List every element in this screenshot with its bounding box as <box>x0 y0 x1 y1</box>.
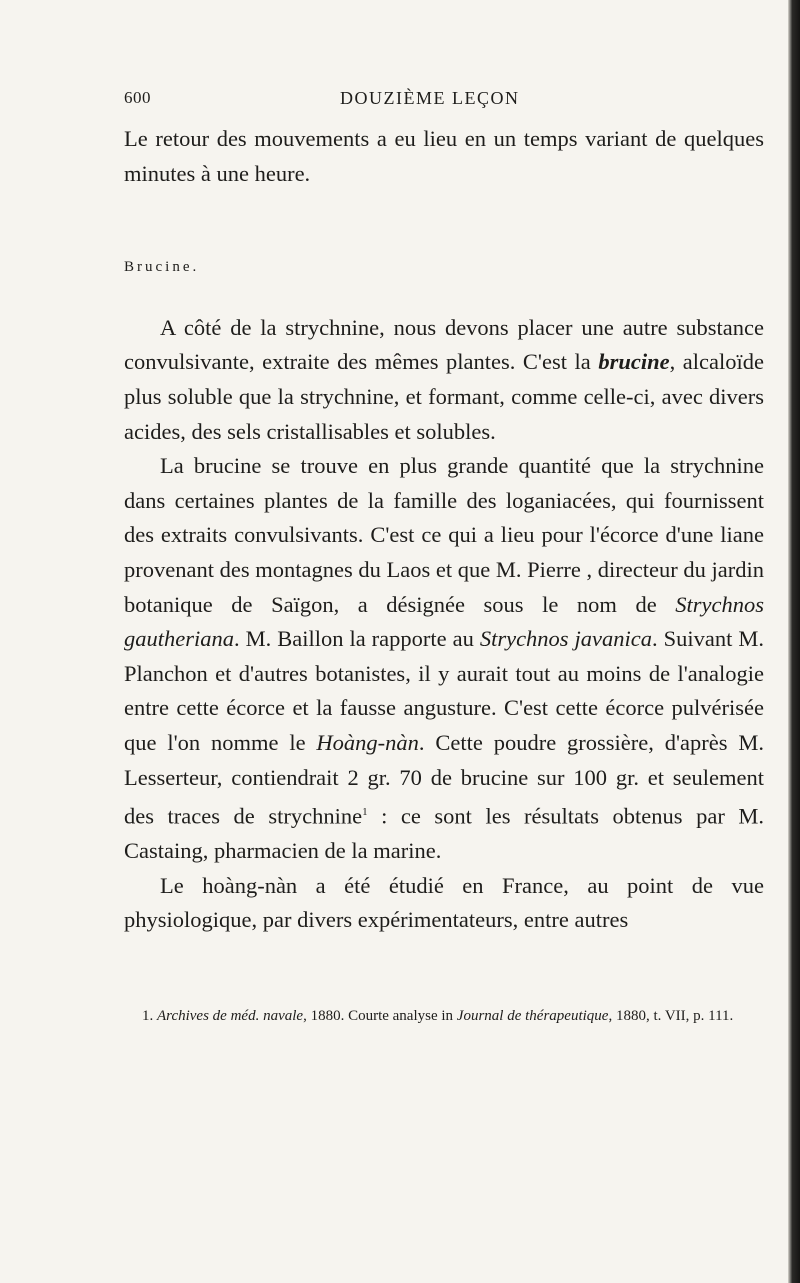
section-heading: Brucine. <box>124 259 200 276</box>
paragraph-3-text-c: . Suivant M. Planchon et d'autres botanistes, il y aurait tout au moins de l'analogie entre cette écorce et la fausse angusture. C'est cette écorce pulvérisée que l'on nomme le <box>124 626 764 755</box>
paragraph-3-text-d: . Cette poudre grossière, d'après M. Lesserteur, contiendrait 2 gr. 70 de brucine sur 100 gr. et seulement des traces de strychnine <box>124 729 764 829</box>
paragraph-2 <box>124 311 764 449</box>
footnote-text-1: , 1880. Courte analyse in <box>303 1008 457 1024</box>
paragraph-3-text-e: : ce sont les résultats obtenus par M. Castaing, pharmacien de la marine. <box>124 803 764 864</box>
term-hoang-nan: Hoàng-nàn <box>316 729 419 755</box>
paragraph-3-text-a: La brucine se trouve en plus grande quantité que la strychnine dans certaines plantes de la famille des loganiacées, qui fournissent des extraits convulsivants. C'est ce qui a lieu pour l'écorce d'une liane provenant des montagnes du Laos et que M. Pierre , directeur du jardin botanique de Saïgon, a désignée sous le nom de <box>124 453 764 617</box>
paragraph-3-text-b: . M. Baillon la rapporte au <box>234 626 480 652</box>
species-name-javanica: Strychnos javanica <box>479 626 653 652</box>
paragraph-1: Le retour des mouvements a eu lieu en un temps variant de quelques minutes à une heure. <box>124 126 764 186</box>
paragraph-3 <box>124 449 764 869</box>
paragraph-2-text-b: , alcaloïde plus soluble que la strychnine, et formant, comme celle-ci, avec divers acides, des sels cristallisables et solubles. <box>124 349 764 444</box>
species-name-gautheriana: Strychnos gautheriana <box>124 591 764 652</box>
page-edge-shadow <box>788 0 800 1283</box>
paragraph-2-text-a: A côté de la strychnine, nous devons placer une autre substance convulsivante, extraite des mêmes plantes. C'est la <box>124 314 764 375</box>
page-header <box>0 88 790 118</box>
page-number: 600 <box>124 88 151 107</box>
footnote-source-2: Journal de thérapeutique <box>456 1008 609 1024</box>
term-brucine: brucine <box>598 349 670 375</box>
footnote-source-1: Archives de méd. navale <box>157 1008 304 1024</box>
footnote-reference: 1 <box>362 806 368 819</box>
footnote-marker: 1. <box>142 1008 154 1024</box>
footnote-text-2: , 1880, t. VII, p. 111. <box>608 1008 734 1024</box>
paragraph-4: Le hoàng-nàn a été étudié en France, au point de vue physiologique, par divers expérimentateurs, entre autres <box>124 872 764 933</box>
footnote <box>124 1006 764 1026</box>
body-text <box>124 122 764 938</box>
running-head: DOUZIÈME LEÇON <box>340 88 520 108</box>
footnote-1 <box>124 1006 764 1026</box>
